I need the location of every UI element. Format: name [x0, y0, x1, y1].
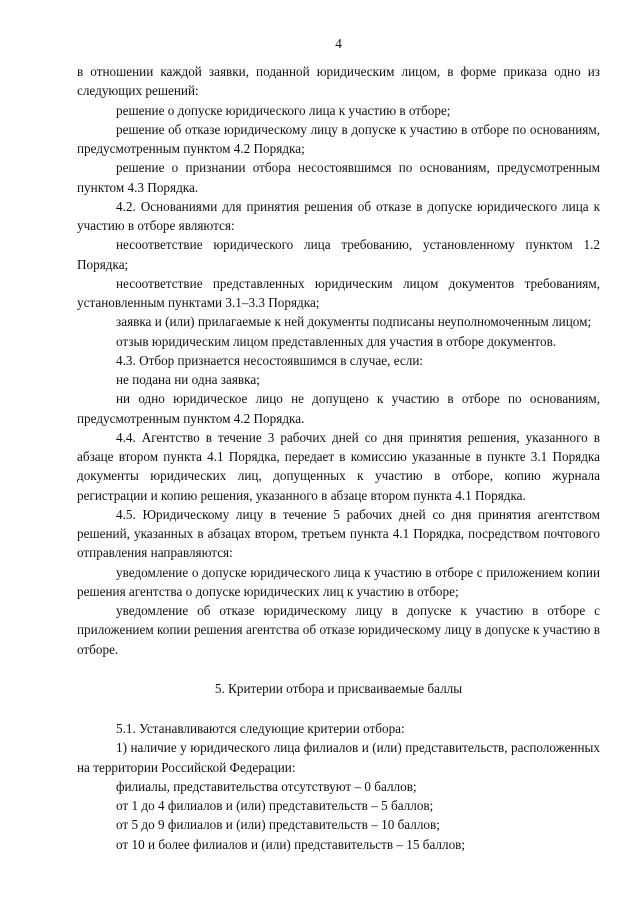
paragraph: отзыв юридическим лицом представленных для участия в отборе документов.: [116, 333, 557, 349]
document-body: [77, 62, 600, 854]
paragraphs-bottom: [77, 719, 600, 854]
paragraph: от 10 и более филиалов и (или) представительств – 15 баллов;: [116, 836, 466, 852]
paragraph: несоответствие юридического лица требованию, установленному пунктом 1.2 Порядка;: [77, 237, 600, 272]
paragraph: в отношении каждой заявки, поданной юридическим лицом, в форме приказа одно из следующих решений:: [77, 64, 600, 99]
paragraph: несоответствие представленных юридическим лицом документов требованиям, установленным пунктами 3.1–3.3 Порядка;: [77, 275, 600, 310]
paragraph: ни одно юридическое лицо не допущено к участию в отборе по основаниям, предусмотренным пунктом 4.2 Порядка.: [77, 391, 600, 426]
paragraph: 1) наличие у юридического лица филиалов и (или) представительств, расположенных на территории Российской Федерации:: [77, 740, 600, 775]
paragraph: от 5 до 9 филиалов и (или) представительств – 10 баллов;: [116, 817, 440, 833]
paragraphs-top: [77, 62, 600, 659]
paragraph: не подана ни одна заявка;: [116, 372, 260, 387]
paragraph: 4.3. Отбор признается несостоявшимся в случае, если:: [116, 352, 424, 368]
paragraph: решение о допуске юридического лица к участию в отборе;: [116, 102, 451, 118]
paragraph: от 1 до 4 филиалов и (или) представительств – 5 баллов;: [116, 798, 434, 813]
paragraph: 4.4. Агентство в течение 3 рабочих дней со дня принятия решения, указанного в абзаце втором пункта 4.1 Порядка, передает в комиссию указанные в пункте 3.1 Порядка документы юридических лиц, допущенных к участию в отборе, копию журнала регистрации и копию решения, указанного в абзаце втором пункта 4.1 Порядка.: [77, 429, 600, 503]
section-heading: 5. Критерии отбора и присваиваемые баллы: [214, 680, 463, 696]
paragraph: решение о признании отбора несостоявшимся по основаниям, предусмотренным пунктом 4.3 Порядка.: [77, 160, 600, 195]
paragraph: уведомление об отказе юридическому лицу в допуске к участию в отборе с приложением копии решения агентства об отказе юридическому лицу в допуске к участию в отборе.: [77, 603, 600, 657]
paragraph: 5.1. Устанавливаются следующие критерии отбора:: [116, 721, 405, 736]
paragraph: заявка и (или) прилагаемые к ней документы подписаны неуполномоченным лицом;: [116, 314, 592, 330]
paragraph: уведомление о допуске юридического лица к участию в отборе с приложением копии решения агентства о допуске юридических лиц к участию в отборе;: [77, 564, 600, 599]
paragraph: 4.2. Основаниями для принятия решения об отказе в допуске юридического лица к участию в отборе являются:: [77, 198, 600, 233]
page-number: 4: [335, 36, 342, 51]
paragraph: 4.5. Юридическому лицу в течение 5 рабочих дней со дня принятия агентством решений, указанных в абзацах втором, третьем пункта 4.1 Порядка, посредством почтового отправления направляются:: [77, 506, 600, 561]
paragraph: решение об отказе юридическому лицу в допуске к участию в отборе по основаниям, предусмотренным пунктом 4.2 Порядка;: [77, 121, 600, 156]
paragraph: филиалы, представительства отсутствуют – 0 баллов;: [116, 778, 417, 794]
